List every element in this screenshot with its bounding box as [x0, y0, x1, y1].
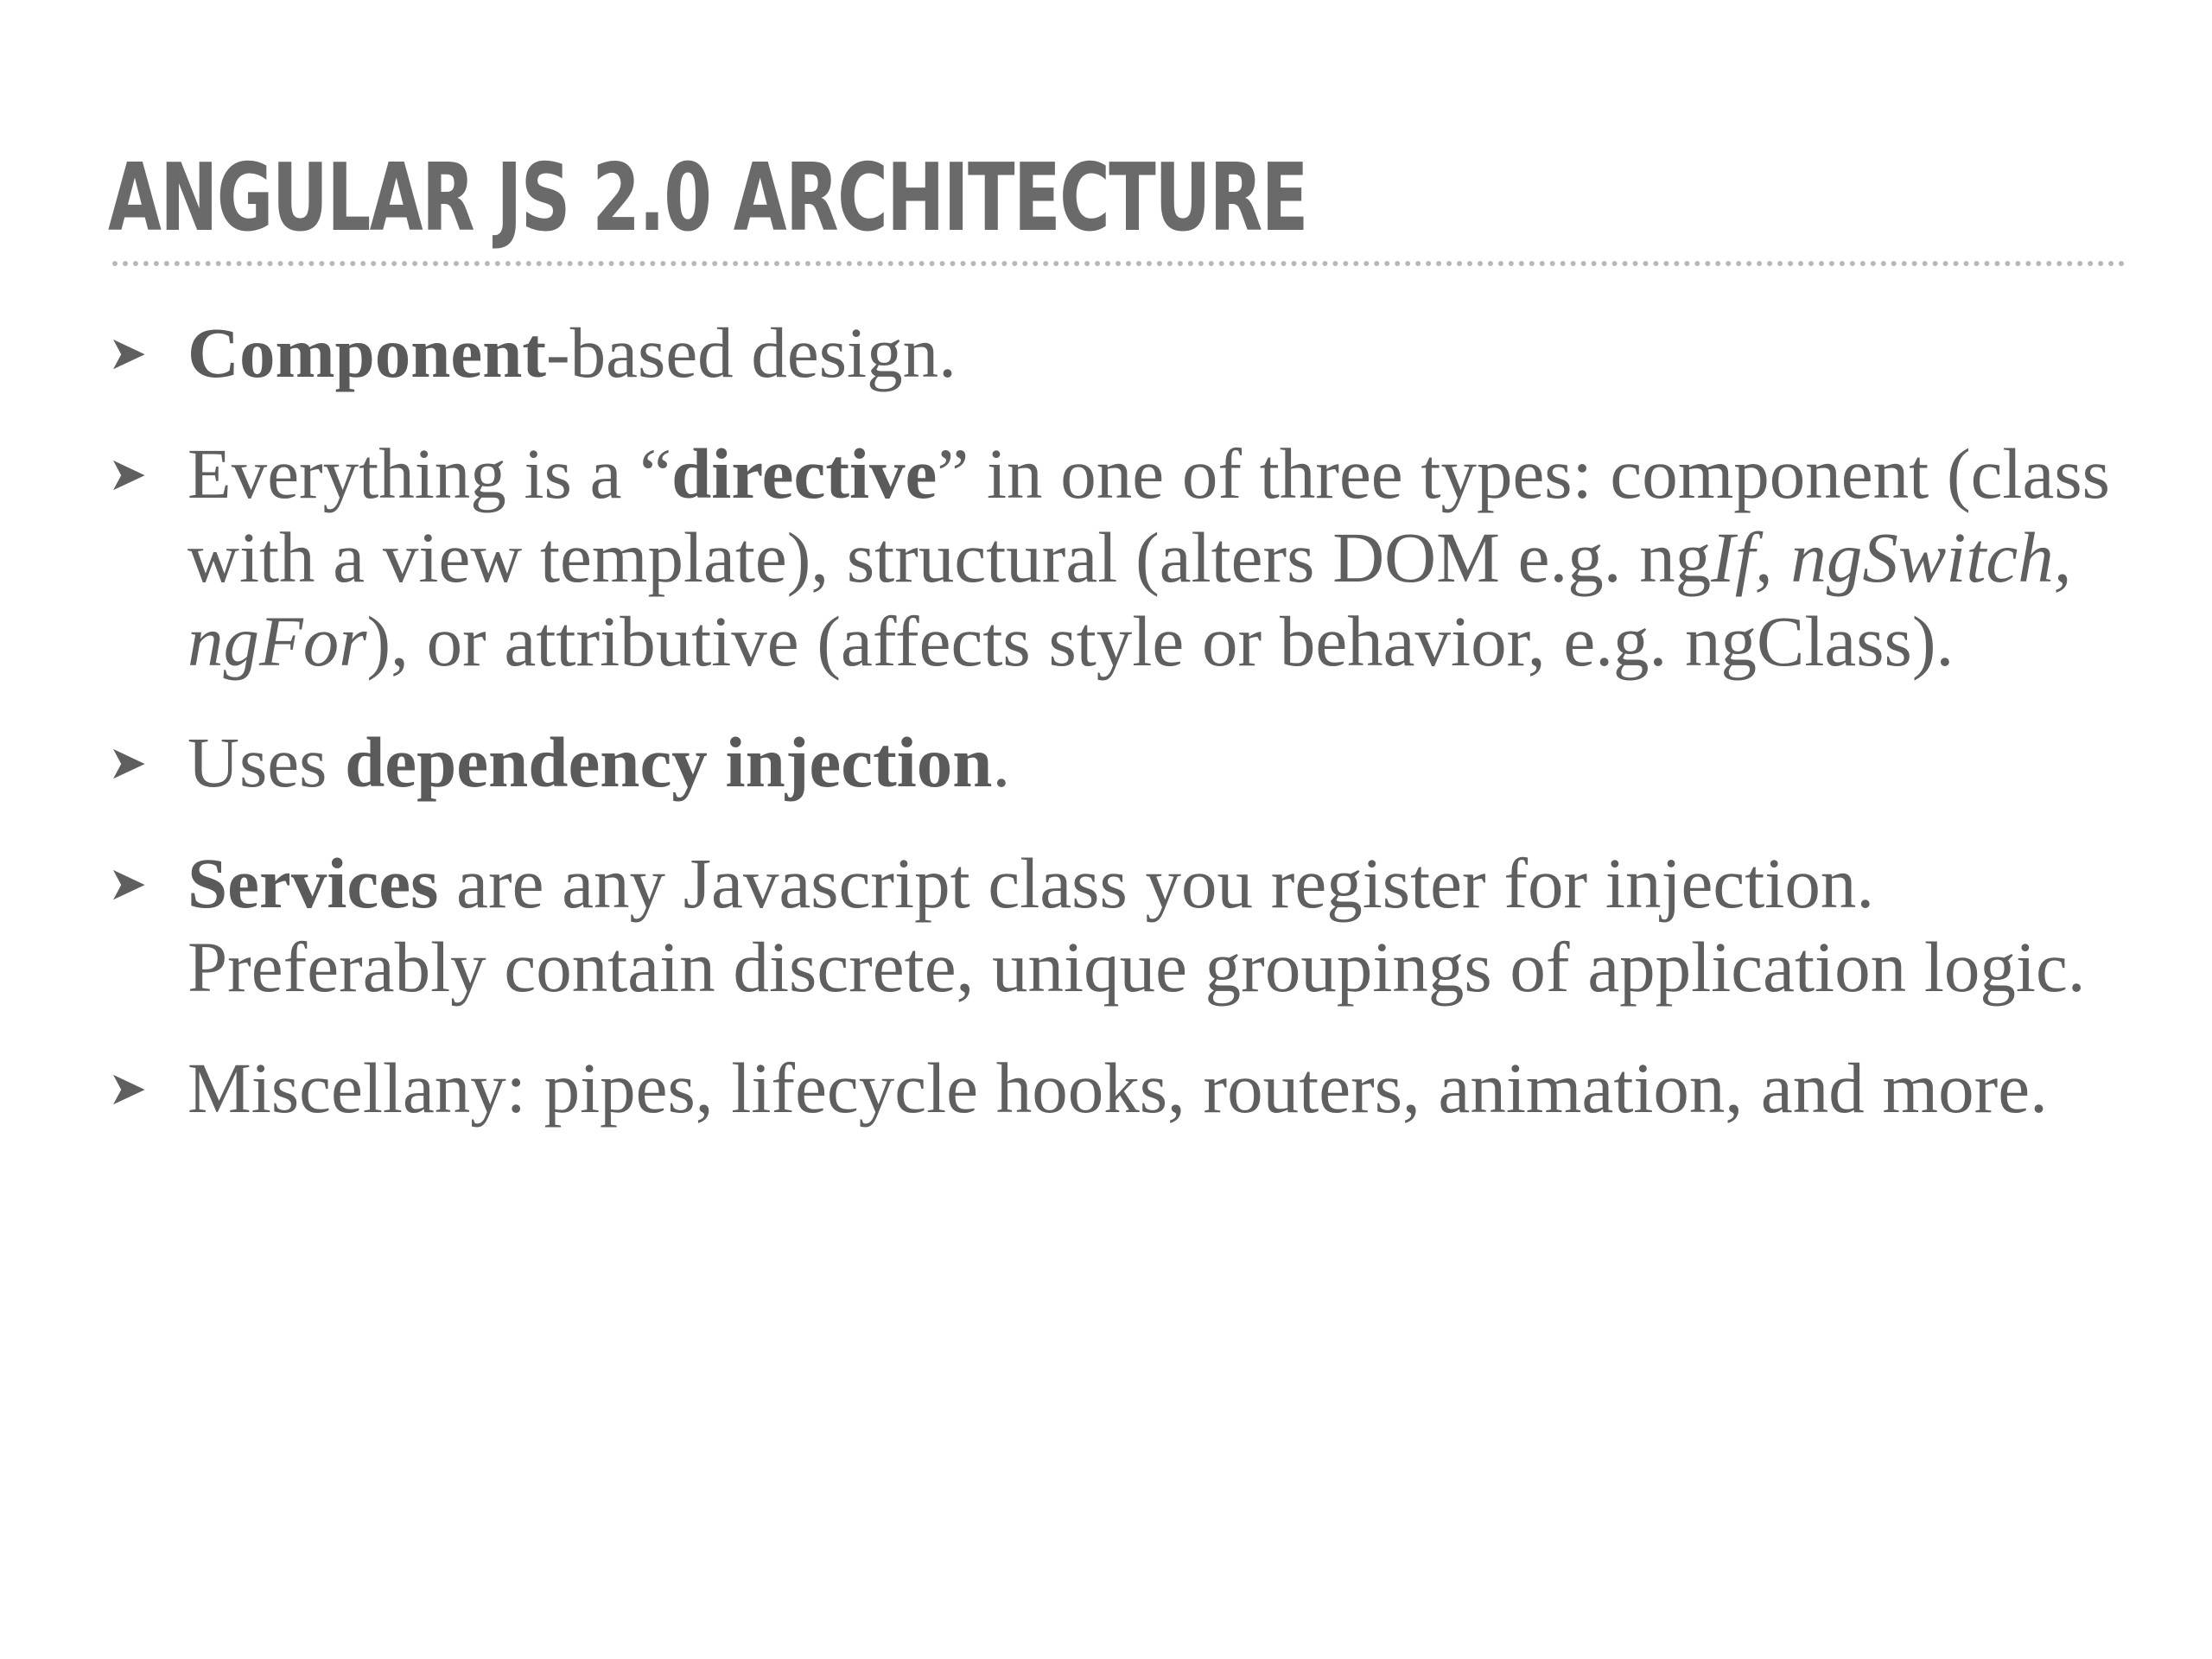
bullet-list — [108, 311, 2121, 1167]
arrowhead-bullet-icon: ➤ — [108, 447, 148, 501]
bullet-text: Miscellany: pipes, lifecycle hooks, routers, animation, and more. — [188, 1048, 2048, 1128]
bullet-item-miscellany — [108, 1046, 2121, 1130]
bullet-item-component — [108, 311, 2121, 395]
bullet-text: are any Javascript class you register for injection. Preferably contain discrete, unique groupings of application logic. — [188, 843, 2086, 1007]
slide-title: ANGULAR JS 2.0 ARCHITECTURE — [108, 144, 1307, 252]
bullet-strong-text: directive — [671, 434, 938, 513]
bullet-strong-text: Services — [188, 843, 439, 923]
bullet-item-directive — [108, 432, 2121, 683]
bullet-strong-text: Component — [188, 313, 547, 392]
arrowhead-bullet-icon: ➤ — [108, 326, 148, 380]
bullet-text: ), or attributive (affects style or behavior, e.g. ngClass). — [366, 601, 1955, 681]
bullet-item-dependency-injection — [108, 721, 2121, 804]
title-divider — [112, 261, 2126, 266]
bullet-text: Uses — [188, 722, 346, 802]
arrowhead-bullet-icon: ➤ — [108, 735, 148, 790]
bullet-text: ” in one of three types: component (class with a view template), structural (alters DOM e.g. ng — [188, 434, 2110, 597]
bullet-text: . — [992, 722, 1011, 802]
bullet-italic-text: If, ngSwitch, ngFor — [188, 518, 2072, 681]
arrowhead-bullet-icon: ➤ — [108, 856, 148, 911]
bullet-text: -based design. — [546, 313, 957, 392]
arrowhead-bullet-icon: ➤ — [108, 1061, 148, 1116]
bullet-strong-text: dependency injection — [345, 722, 993, 802]
bullet-text: Everything is a “ — [188, 434, 672, 513]
bullet-item-services — [108, 842, 2121, 1009]
